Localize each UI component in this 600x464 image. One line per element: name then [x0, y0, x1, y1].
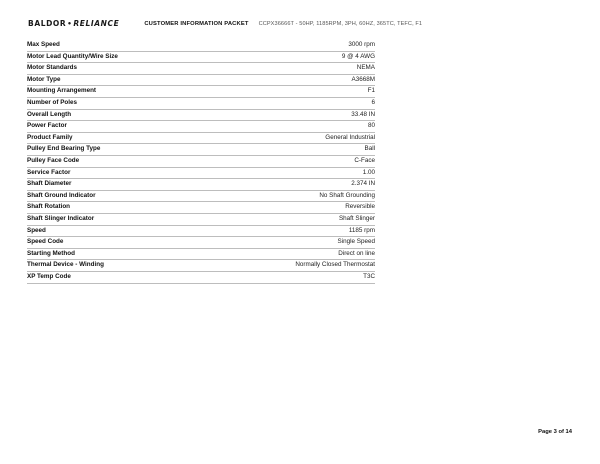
spec-value: 80: [367, 122, 375, 130]
table-row: [27, 51, 375, 63]
table-row: [27, 63, 375, 75]
table-row: [27, 74, 375, 86]
table-row: [27, 144, 375, 156]
spec-value: NEMA: [356, 64, 375, 72]
spec-label: Shaft Ground Indicator: [27, 191, 96, 199]
spec-label: Number of Poles: [27, 99, 78, 107]
spec-label: Shaft Slinger Indicator: [27, 215, 95, 222]
spec-value: 2.374 IN: [351, 180, 375, 188]
spec-label: Product Family: [27, 133, 73, 141]
logo-reliance-text: RELIANCE: [73, 19, 120, 28]
model-info: CCPX36666T - 50HP, 1185RPM, 3PH, 60HZ, 365TC, TEFC, F1: [258, 20, 423, 27]
spec-label: Pulley Face Code: [27, 157, 80, 165]
spec-value: 33.48 IN: [351, 110, 375, 118]
table-row: [27, 109, 375, 121]
table-row: [27, 86, 375, 98]
table-row: [27, 98, 375, 110]
spec-label: Power Factor: [27, 122, 67, 130]
spec-label: Speed: [27, 226, 46, 234]
spec-value: F1: [367, 87, 375, 95]
table-row: [27, 190, 375, 202]
page-header: [28, 19, 588, 28]
logo-baldor-text: BALDOR: [28, 19, 67, 28]
table-row: [27, 132, 375, 144]
table-row: [27, 40, 375, 51]
spec-value: Normally Closed Thermostat: [295, 261, 375, 269]
spec-label: Overall Length: [27, 110, 72, 118]
spec-label: Shaft Diameter: [27, 180, 72, 188]
page-number: Page 3 of 14: [538, 429, 572, 435]
spec-value: C-Face: [354, 157, 375, 165]
spec-label: Thermal Device - Winding: [27, 261, 104, 269]
spec-value: 1.00: [362, 168, 375, 176]
spec-label: Pulley End Bearing Type: [27, 145, 101, 153]
logo-separator: •: [67, 20, 73, 28]
spec-value: No Shaft Grounding: [319, 191, 375, 199]
table-row: [27, 156, 375, 168]
table-row: [27, 121, 375, 133]
baldor-reliance-logo: [28, 19, 119, 28]
spec-value: T3C: [363, 272, 375, 280]
spec-value: Direct on line: [338, 249, 375, 257]
spec-value: Single Speed: [337, 238, 375, 246]
spec-label: Motor Standards: [27, 64, 78, 72]
table-row: [27, 225, 375, 237]
packet-title: CUSTOMER INFORMATION PACKET: [144, 20, 249, 27]
spec-label: Shaft Rotation: [27, 203, 71, 211]
spec-label: Speed Code: [27, 238, 64, 246]
spec-label: Max Speed: [27, 41, 60, 49]
spec-value: General Industrial: [325, 133, 375, 141]
spec-label: Starting Method: [27, 249, 75, 257]
spec-value: 1185 rpm: [348, 226, 375, 234]
spec-label: Service Factor: [27, 168, 71, 176]
table-row: [27, 248, 375, 260]
spec-value: A3668M: [351, 75, 375, 83]
spec-label: Mounting Arrangement: [27, 87, 97, 95]
table-row: [27, 167, 375, 179]
specs-table: [27, 40, 375, 284]
spec-label: XP Temp Code: [27, 272, 71, 280]
spec-label: Motor Type: [27, 75, 61, 83]
table-row: [27, 202, 375, 214]
spec-value: Ball: [364, 145, 375, 153]
spec-label: Motor Lead Quantity/Wire Size: [27, 52, 118, 60]
spec-value: Reversible: [345, 203, 375, 211]
table-row: [27, 214, 375, 226]
table-row: [27, 260, 375, 272]
table-row: [27, 237, 375, 249]
spec-value: 6: [371, 99, 375, 107]
table-row: [27, 179, 375, 191]
spec-value: 9 @ 4 AWG: [341, 52, 375, 60]
spec-value: Shaft Slinger: [338, 215, 375, 222]
spec-value: 3000 rpm: [348, 41, 375, 49]
table-row: [27, 271, 375, 283]
specs-table-body: [27, 40, 375, 283]
